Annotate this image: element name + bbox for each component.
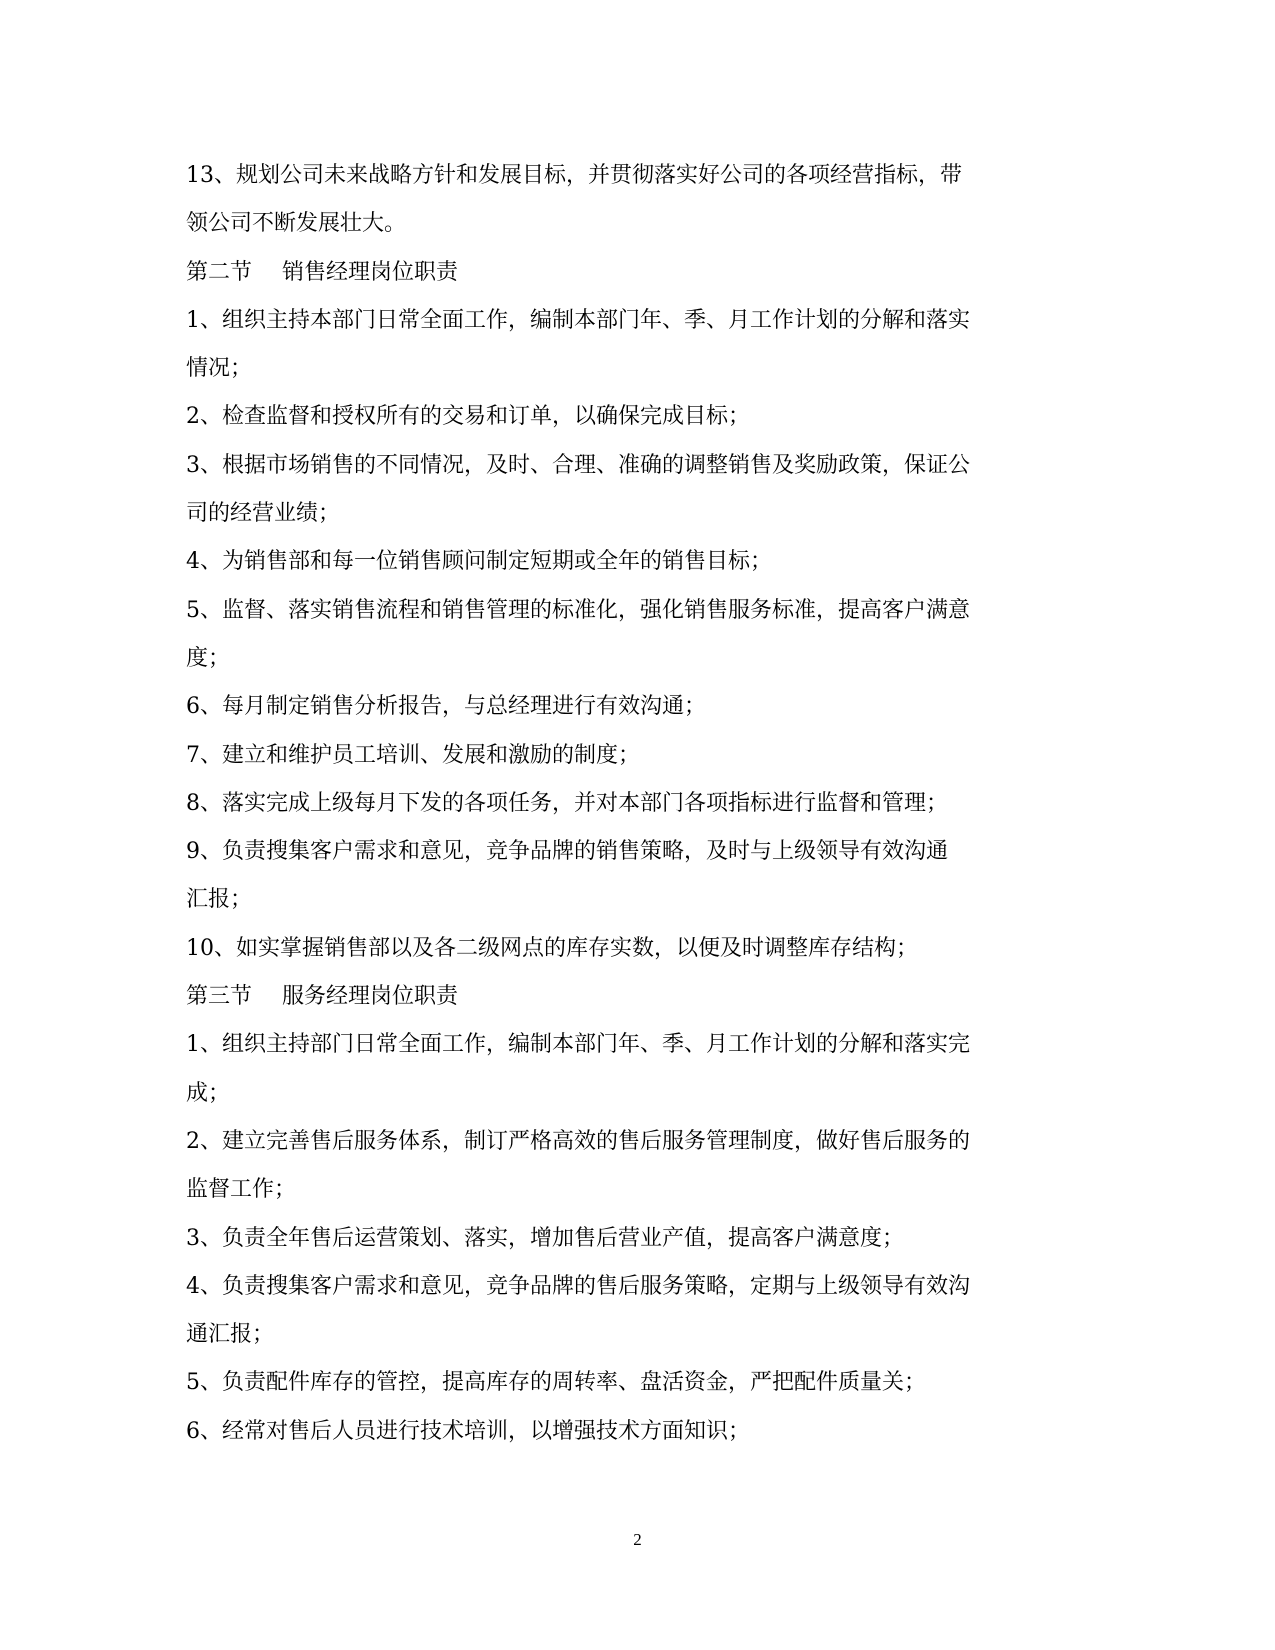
section-number: 第三节: [186, 984, 253, 1010]
body-line: 8、落实完成上级每月下发的各项任务，并对本部门各项指标进行监督和管理；: [186, 790, 948, 816]
body-line: 1、组织主持部门日常全面工作，编制本部门年、季、月工作计划的分解和落实完: [186, 1032, 970, 1058]
section-title: 销售经理岗位职责: [282, 259, 459, 285]
body-line: 13、规划公司未来战略方针和发展目标，并贯彻落实好公司的各项经营指标，带: [186, 163, 962, 188]
body-line: 通汇报；: [186, 1322, 275, 1348]
body-line: 4、负责搜集客户需求和意见，竞争品牌的售后服务策略，定期与上级领导有效沟: [186, 1273, 970, 1299]
section-heading: [186, 249, 1046, 297]
body-line: 5、监督、落实销售流程和销售管理的标准化，强化销售服务标准，提高客户满意: [186, 597, 970, 623]
section-title: 服务经理岗位职责: [282, 984, 459, 1010]
body-line: 3、根据市场销售的不同情况，及时、合理、准确的调整销售及奖励政策，保证公: [186, 452, 970, 478]
body-line: 4、为销售部和每一位销售顾问制定短期或全年的销售目标；: [186, 549, 772, 575]
body-line: 成；: [186, 1080, 231, 1106]
body-line: 司的经营业绩；: [186, 501, 341, 527]
page-number: 2: [633, 1530, 642, 1549]
body-line: 10、如实掌握销售部以及各二级网点的库存实数，以便及时调整库存结构；: [186, 935, 918, 961]
body-line: 3、负责全年售后运营策划、落实，增加售后营业产值，提高客户满意度；: [186, 1225, 904, 1251]
body-line: 6、经常对售后人员进行技术培训，以增强技术方面知识；: [186, 1418, 750, 1444]
body-line: 5、负责配件库存的管控，提高库存的周转率、盘活资金，严把配件质量关；: [186, 1370, 926, 1396]
body-line: 2、检查监督和授权所有的交易和订单，以确保完成目标；: [186, 404, 750, 430]
body-line: 2、建立完善售后服务体系，制订严格高效的售后服务管理制度，做好售后服务的: [186, 1128, 970, 1154]
body-line: 领公司不断发展壮大。: [186, 211, 407, 237]
body-line: 监督工作；: [186, 1177, 297, 1203]
body-line: 汇报；: [186, 887, 253, 913]
body-line: 6、每月制定销售分析报告，与总经理进行有效沟通；: [186, 694, 706, 720]
section-number: 第二节: [186, 259, 253, 285]
section-heading: [186, 973, 1046, 1021]
page-body: [186, 152, 1046, 1456]
body-line: 1、组织主持本部门日常全面工作，编制本部门年、季、月工作计划的分解和落实: [186, 307, 970, 333]
body-line: 9、负责搜集客户需求和意见，竞争品牌的销售策略，及时与上级领导有效沟通: [186, 839, 948, 865]
body-line: 度；: [186, 645, 231, 671]
body-line: 情况；: [186, 356, 253, 382]
body-line: 7、建立和维护员工培训、发展和激励的制度；: [186, 742, 640, 768]
